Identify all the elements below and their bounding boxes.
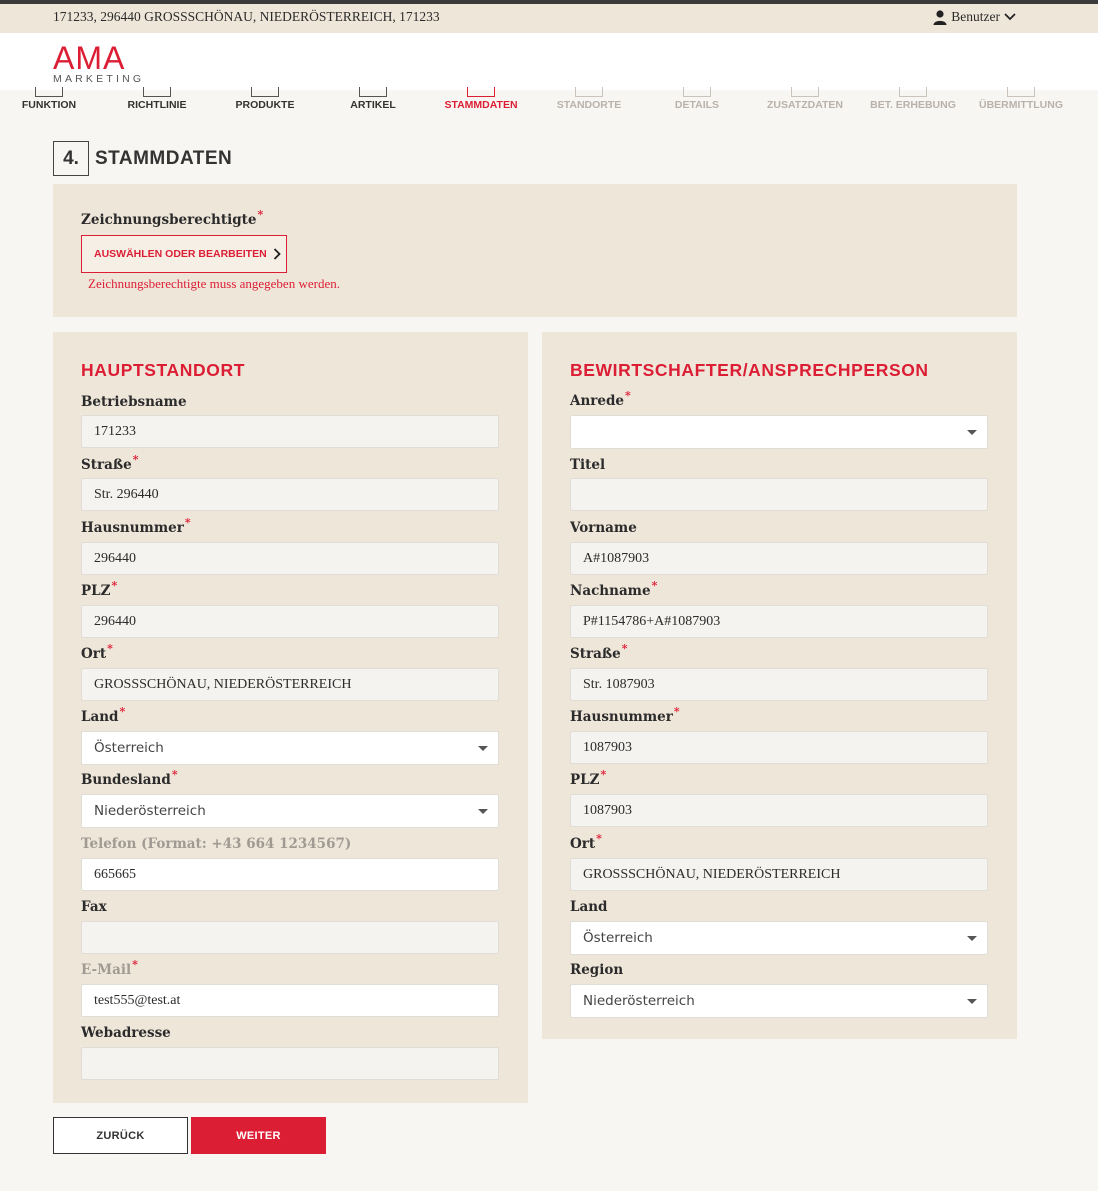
header — [0, 33, 1098, 90]
ama-logo[interactable] — [53, 40, 145, 85]
fax-label: Fax — [81, 899, 107, 915]
ort-field[interactable]: GROSSSCHÖNAU, NIEDERÖSTERREICH — [81, 668, 499, 701]
logo-sub: MARKETING — [53, 73, 145, 85]
logo-main: AMA — [53, 40, 126, 76]
caret-down-icon — [478, 746, 488, 751]
user-menu[interactable] — [933, 9, 1016, 25]
telefon-label: Telefon (Format: +43 664 1234567) — [81, 836, 352, 852]
webadresse-field[interactable] — [81, 1047, 499, 1080]
page-title — [53, 141, 232, 176]
caret-down-icon — [967, 999, 977, 1004]
signatories-label: Zeichnungsberechtigte* — [81, 208, 264, 228]
titel-field[interactable] — [570, 478, 988, 511]
bundesland-label: Bundesland* — [81, 768, 178, 788]
plz-field[interactable]: 296440 — [81, 605, 499, 638]
ort-label: Ort* — [81, 642, 113, 662]
user-icon — [933, 10, 947, 25]
ansprech-ort-label: Ort* — [570, 832, 602, 852]
betriebsname-field[interactable]: 171233 — [81, 415, 499, 448]
hausnummer-label: Hausnummer* — [81, 516, 191, 536]
anrede-select[interactable] — [570, 415, 988, 449]
nachname-label: Nachname* — [570, 579, 658, 599]
region-select[interactable]: Niederösterreich — [570, 984, 988, 1018]
hausnummer-field[interactable]: 296440 — [81, 542, 499, 575]
nachname-field[interactable]: P#1154786+A#1087903 — [570, 605, 988, 638]
titel-label: Titel — [570, 457, 606, 473]
hauptstandort-panel — [53, 332, 528, 1103]
land-label: Land* — [81, 705, 126, 725]
next-button[interactable]: WEITER — [191, 1117, 326, 1154]
ansprech-strasse-label: Straße* — [570, 642, 628, 662]
page-title-text: STAMMDATEN — [95, 147, 233, 169]
bundesland-select[interactable]: Niederösterreich — [81, 794, 499, 828]
land-select[interactable]: Österreich — [81, 731, 499, 765]
fax-field[interactable] — [81, 921, 499, 954]
bewirtschafter-panel — [542, 332, 1017, 1039]
progress-steps: FUNKTION RICHTLINIE PRODUKTE ARTIKEL STAMMDATEN STANDORTE DETAILS ZUSATZDATEN BET. ERHEBUNG ÜBERMITTLUNG — [0, 90, 1098, 120]
signatories-panel — [53, 184, 1017, 317]
user-label: Benutzer — [951, 9, 1000, 24]
ansprech-plz-label: PLZ* — [570, 768, 607, 788]
betriebsname-label: Betriebsname — [81, 394, 187, 410]
select-signatories-label: AUSWÄHLEN ODER BEARBEITEN — [94, 248, 267, 260]
ansprech-strasse-field[interactable]: Str. 1087903 — [570, 668, 988, 701]
signatories-error: Zeichnungsberechtigte muss angegeben werden. — [88, 276, 340, 291]
caret-down-icon — [478, 809, 488, 814]
back-button[interactable]: ZURÜCK — [53, 1117, 188, 1154]
plz-label: PLZ* — [81, 579, 118, 599]
vorname-field[interactable]: A#1087903 — [570, 542, 988, 575]
ansprech-plz-field[interactable]: 1087903 — [570, 794, 988, 827]
top-bar — [0, 0, 1098, 33]
ansprech-ort-field[interactable]: GROSSSCHÖNAU, NIEDERÖSTERREICH — [570, 858, 988, 891]
webadresse-label: Webadresse — [81, 1025, 171, 1041]
hauptstandort-title: HAUPTSTANDORT — [81, 360, 245, 380]
chevron-down-icon — [1004, 13, 1016, 21]
strasse-label: Straße* — [81, 453, 139, 473]
telefon-field[interactable]: 665665 — [81, 858, 499, 891]
bewirtschafter-title: BEWIRTSCHAFTER/ANSPRECHPERSON — [570, 360, 929, 380]
anrede-label: Anrede* — [570, 389, 631, 409]
region-label: Region — [570, 962, 624, 978]
email-field[interactable]: test555@test.at — [81, 984, 499, 1017]
vorname-label: Vorname — [570, 520, 637, 536]
ansprech-land-label: Land — [570, 899, 608, 915]
ansprech-hausnummer-field[interactable]: 1087903 — [570, 731, 988, 764]
caret-down-icon — [967, 936, 977, 941]
chevron-right-icon — [273, 248, 281, 260]
ansprech-hausnummer-label: Hausnummer* — [570, 705, 680, 725]
select-signatories-button[interactable] — [81, 235, 287, 273]
step-number: 4. — [53, 141, 89, 176]
strasse-field[interactable]: Str. 296440 — [81, 478, 499, 511]
address-text: 171233, 296440 GROSSSCHÖNAU, NIEDERÖSTERREICH, 171233 — [53, 9, 440, 24]
email-label: E-Mail* — [81, 958, 138, 978]
ansprech-land-select[interactable]: Österreich — [570, 921, 988, 955]
caret-down-icon — [967, 430, 977, 435]
